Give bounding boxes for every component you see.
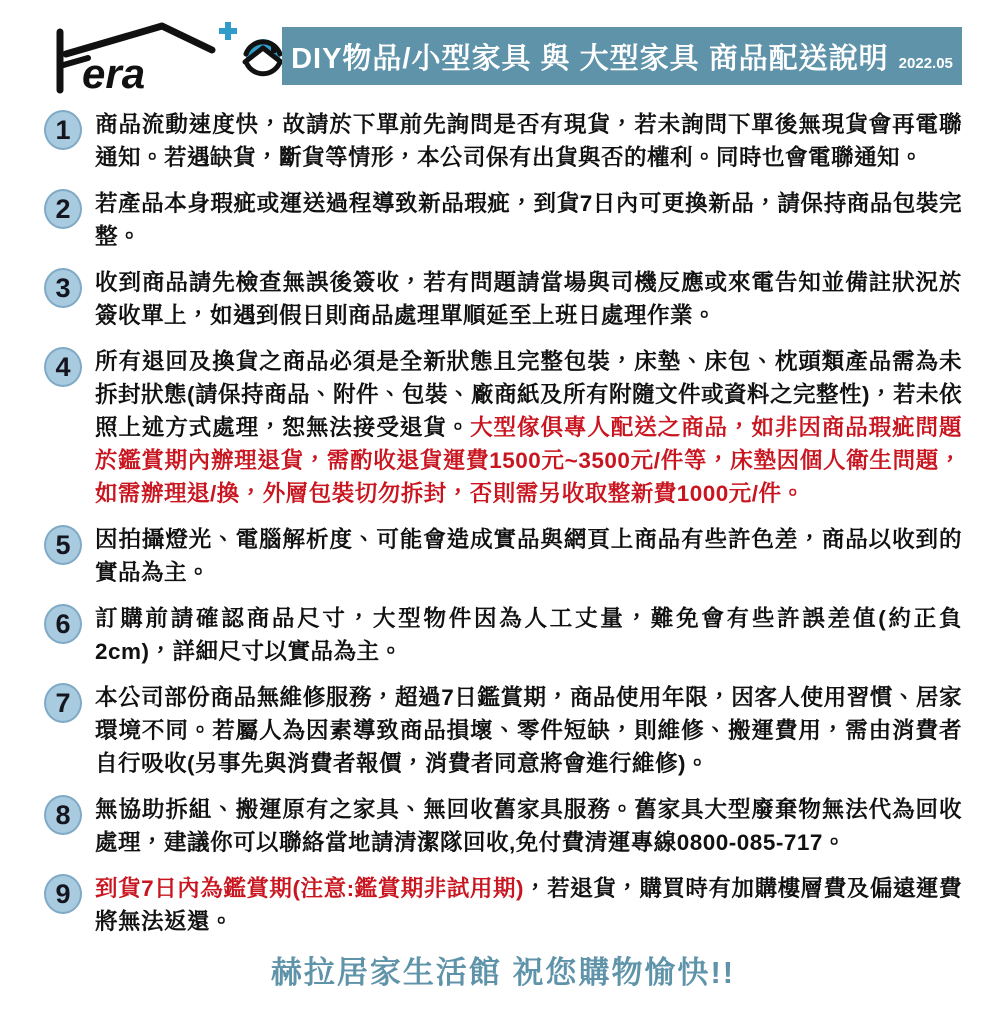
house-circle-icon bbox=[245, 39, 281, 74]
item-text bbox=[95, 266, 962, 332]
footer-greeting: 赫拉居家生活館 祝您購物愉快!! bbox=[270, 955, 736, 990]
item-text-segment: 若產品本身瑕疵或運送過程導致新品瑕疵，到貨7日內可更換新品，請保持商品包裝完整。 bbox=[95, 191, 962, 249]
item-text-segment: 訂購前請確認商品尺寸，大型物件因為人工丈量，難免會有些許誤差值(約正負2cm)，詳細尺寸以實品為主。 bbox=[95, 606, 962, 664]
item-text-segment: 因拍攝燈光、電腦解析度、可能會造成實品與網頁上商品有些許色差，商品以收到的實品為主。 bbox=[95, 527, 962, 585]
term-item bbox=[44, 345, 962, 510]
item-number-badge: 2 bbox=[44, 189, 82, 229]
item-number-badge: 8 bbox=[44, 795, 82, 835]
hera-logo-graphic bbox=[44, 14, 282, 94]
item-number-badge: 1 bbox=[44, 110, 82, 150]
item-text-segment: 無協助拆組、搬運原有之家具、無回收舊家具服務。舊家具大型廢棄物無法代為回收處理，建議你可以聯絡當地請清潔隊回收,免付費清運專線0800-085-717。 bbox=[95, 797, 962, 855]
item-text bbox=[95, 602, 962, 668]
item-text bbox=[95, 872, 962, 938]
item-number-badge: 3 bbox=[44, 268, 82, 308]
item-text bbox=[95, 345, 962, 510]
plus-icon bbox=[219, 22, 237, 40]
version-label: 2022.05 bbox=[898, 54, 953, 72]
item-text-segment: ，若退貨，購買時有加購樓層費及偏遠運費將無法返還。 bbox=[95, 876, 962, 934]
page-title: DIY物品/小型家具 與 大型家具 商品配送說明 bbox=[291, 42, 889, 75]
term-item bbox=[44, 872, 962, 938]
item-text bbox=[95, 187, 962, 253]
terms-list bbox=[44, 102, 962, 951]
term-item bbox=[44, 523, 962, 589]
term-item bbox=[44, 108, 962, 174]
brand-text: era bbox=[82, 50, 146, 94]
item-number-badge: 5 bbox=[44, 525, 82, 565]
item-text-segment: 收到商品請先檢查無誤後簽收，若有問題請當場與司機反應或來電告知並備註狀況於簽收單上，如遇到假日則商品處理單順延至上班日處理作業。 bbox=[95, 270, 962, 328]
title-banner bbox=[282, 27, 962, 85]
item-text bbox=[95, 108, 962, 174]
term-item bbox=[44, 266, 962, 332]
term-item bbox=[44, 187, 962, 253]
item-text bbox=[95, 681, 962, 780]
term-item bbox=[44, 602, 962, 668]
item-number-badge: 9 bbox=[44, 874, 82, 914]
item-text-segment: 所有退回及換貨之商品必須是全新狀態且完整包裝，床墊、床包、枕頭類產品需為未拆封狀態(請保持商品、附件、包裝、廠商紙及所有附隨文件或資料之完整性)，若未依照上述方式處理，恕無法接受退貨。 bbox=[95, 349, 962, 440]
hera-logo bbox=[44, 14, 282, 94]
header bbox=[44, 14, 962, 94]
item-text-segment: 本公司部份商品無維修服務，超過7日鑑賞期，商品使用年限，因客人使用習慣、居家環境不同。若屬人為因素導致商品損壞、零件短缺，則維修、搬運費用，需由消費者自行吸收(另事先與消費者報價，消費者同意將會進行維修)。 bbox=[95, 685, 962, 776]
term-item bbox=[44, 681, 962, 780]
item-text-red-segment: 到貨7日內為鑑賞期(注意:鑑賞期非試用期) bbox=[95, 876, 525, 901]
item-text-segment: 商品流動速度快，故請於下單前先詢問是否有現貨，若未詢問下單後無現貨會再電聯通知。若遇缺貨，斷貨等情形，本公司保有出貨與否的權利。同時也會電聯通知。 bbox=[95, 112, 962, 170]
item-text bbox=[95, 793, 962, 859]
term-item bbox=[44, 793, 962, 859]
item-number-badge: 4 bbox=[44, 347, 82, 387]
item-text-red-segment: 大型傢俱專人配送之商品，如非因商品瑕疵問題於鑑賞期內辦理退貨，需酌收退貨運費1500元~3500元/件等，床墊因個人衛生問題，如需辦理退/換，外層包裝切勿拆封，否則需另收取整新費1000元/件。 bbox=[95, 415, 962, 506]
item-text bbox=[95, 523, 962, 589]
item-number-badge: 7 bbox=[44, 683, 82, 723]
item-number-badge: 6 bbox=[44, 604, 82, 644]
